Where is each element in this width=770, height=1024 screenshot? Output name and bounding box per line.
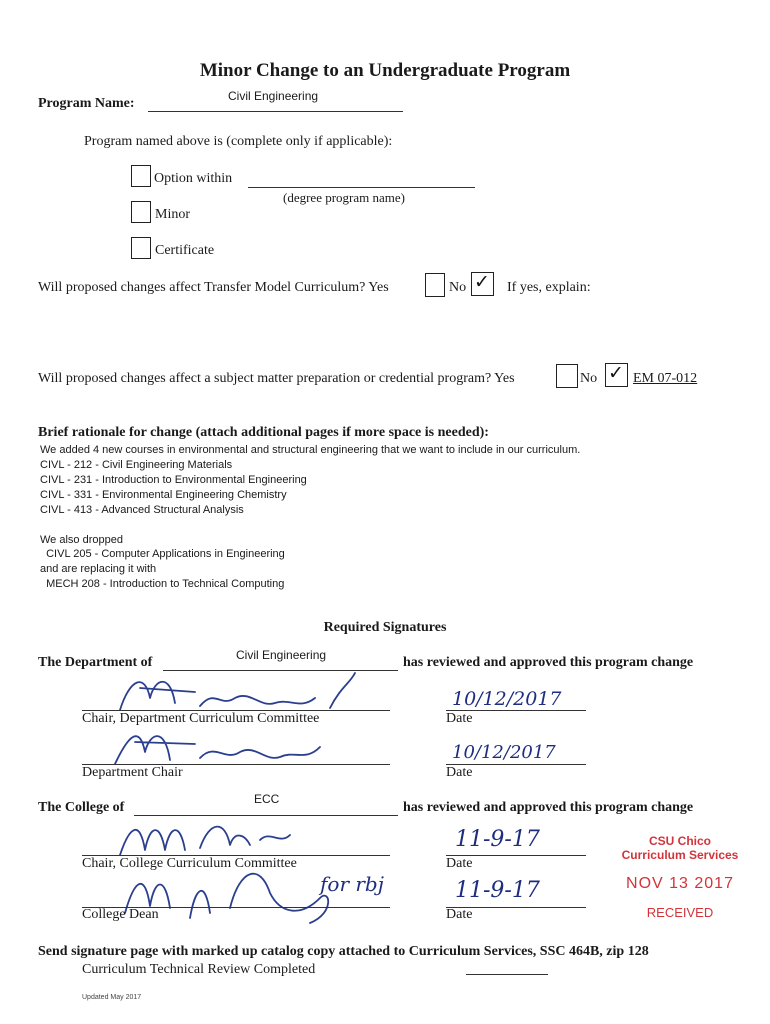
date-3-value[interactable]: 11-9-17 bbox=[455, 827, 540, 852]
credential-question-text: Will proposed changes affect a subject matter preparation or credential program? Yes bbox=[38, 371, 515, 386]
stamp-line1: CSU Chico bbox=[648, 834, 711, 848]
degree-program-name-caption: (degree program name) bbox=[283, 190, 405, 205]
date-3-label: Date bbox=[446, 856, 473, 871]
date-4-value[interactable]: 11-9-17 bbox=[455, 878, 540, 903]
credential-note: EM 07-012 bbox=[633, 371, 698, 386]
stamp-received: RECEIVED bbox=[646, 905, 714, 920]
page-title: Minor Change to an Undergraduate Program bbox=[199, 60, 571, 81]
credential-yes-checkbox[interactable] bbox=[556, 364, 578, 388]
transfer-if-yes-text: If yes, explain: bbox=[507, 280, 591, 295]
check-mark-icon: ✓ bbox=[608, 362, 624, 384]
rationale-line: CIVL - 331 - Environmental Engineering Chemistry bbox=[40, 489, 287, 501]
rationale-line: CIVL - 212 - Civil Engineering Materials bbox=[40, 459, 233, 471]
stamp-date: NOV 13 2017 bbox=[626, 875, 734, 892]
college-committee-label: Chair, College Curriculum Committee bbox=[82, 856, 297, 871]
department-value[interactable]: Civil Engineering bbox=[236, 648, 327, 662]
rationale-line: We also dropped bbox=[40, 534, 123, 546]
certificate-label: Certificate bbox=[155, 243, 215, 258]
rationale-line: MECH 208 - Introduction to Technical Computing bbox=[40, 578, 285, 590]
date-4-label: Date bbox=[446, 907, 473, 922]
for-rbj-text: for rbj bbox=[320, 872, 384, 896]
program-name-underline bbox=[148, 111, 403, 112]
option-within-label: Option within bbox=[154, 171, 233, 186]
send-signature-text: Send signature page with marked up catalog copy attached to Curriculum Services, SSC 464B, zip 128 bbox=[38, 944, 649, 959]
stamp-line2: Curriculum Services bbox=[621, 848, 739, 862]
rationale-line: We added 4 new courses in environmental and structural engineering that we want to include in our curriculum. bbox=[40, 444, 581, 456]
technical-review-line bbox=[466, 974, 548, 975]
updated-note: Updated May 2017 bbox=[82, 994, 142, 1001]
rationale-line: CIVL - 413 - Advanced Structural Analysis bbox=[40, 504, 244, 516]
dept-chair-label: Department Chair bbox=[82, 765, 183, 780]
college-label: The College of bbox=[38, 800, 125, 815]
college-committee-signature bbox=[110, 810, 410, 860]
college-value[interactable]: ECC bbox=[254, 792, 280, 806]
minor-label: Minor bbox=[155, 207, 190, 222]
program-name-value[interactable]: Civil Engineering bbox=[228, 89, 319, 103]
college-approved-text: has reviewed and approved this program change bbox=[403, 800, 694, 815]
rationale-line: CIVL - 231 - Introduction to Environmental Engineering bbox=[40, 474, 307, 486]
rationale-heading: Brief rationale for change (attach additional pages if more space is needed): bbox=[38, 425, 489, 440]
transfer-question-text: Will proposed changes affect Transfer Model Curriculum? Yes bbox=[38, 280, 389, 295]
rationale-line: and are replacing it with bbox=[40, 563, 157, 575]
check-mark-icon: ✓ bbox=[474, 271, 490, 293]
department-label: The Department of bbox=[38, 655, 153, 670]
credential-no-label: No bbox=[580, 371, 598, 386]
date-2-value[interactable]: 10/12/2017 bbox=[452, 742, 556, 763]
transfer-no-label: No bbox=[449, 280, 467, 295]
required-signatures-heading: Required Signatures bbox=[323, 620, 447, 635]
transfer-yes-checkbox[interactable] bbox=[425, 273, 445, 297]
technical-review-text: Curriculum Technical Review Completed bbox=[82, 962, 316, 977]
minor-checkbox[interactable] bbox=[131, 201, 151, 223]
certificate-checkbox[interactable] bbox=[131, 237, 151, 259]
program-named-above-text: Program named above is (complete only if applicable): bbox=[84, 134, 393, 149]
date-1-value[interactable]: 10/12/2017 bbox=[452, 688, 562, 710]
option-within-underline bbox=[248, 187, 475, 188]
college-dean-label: College Dean bbox=[82, 907, 159, 922]
date-2-label: Date bbox=[446, 765, 473, 780]
department-approved-text: has reviewed and approved this program change bbox=[403, 655, 694, 670]
chair-committee-label: Chair, Department Curriculum Committee bbox=[82, 711, 320, 726]
option-within-checkbox[interactable] bbox=[131, 165, 151, 187]
rationale-line: CIVL 205 - Computer Applications in Engineering bbox=[40, 548, 285, 560]
program-name-label: Program Name: bbox=[38, 96, 135, 111]
date-1-label: Date bbox=[446, 711, 473, 726]
